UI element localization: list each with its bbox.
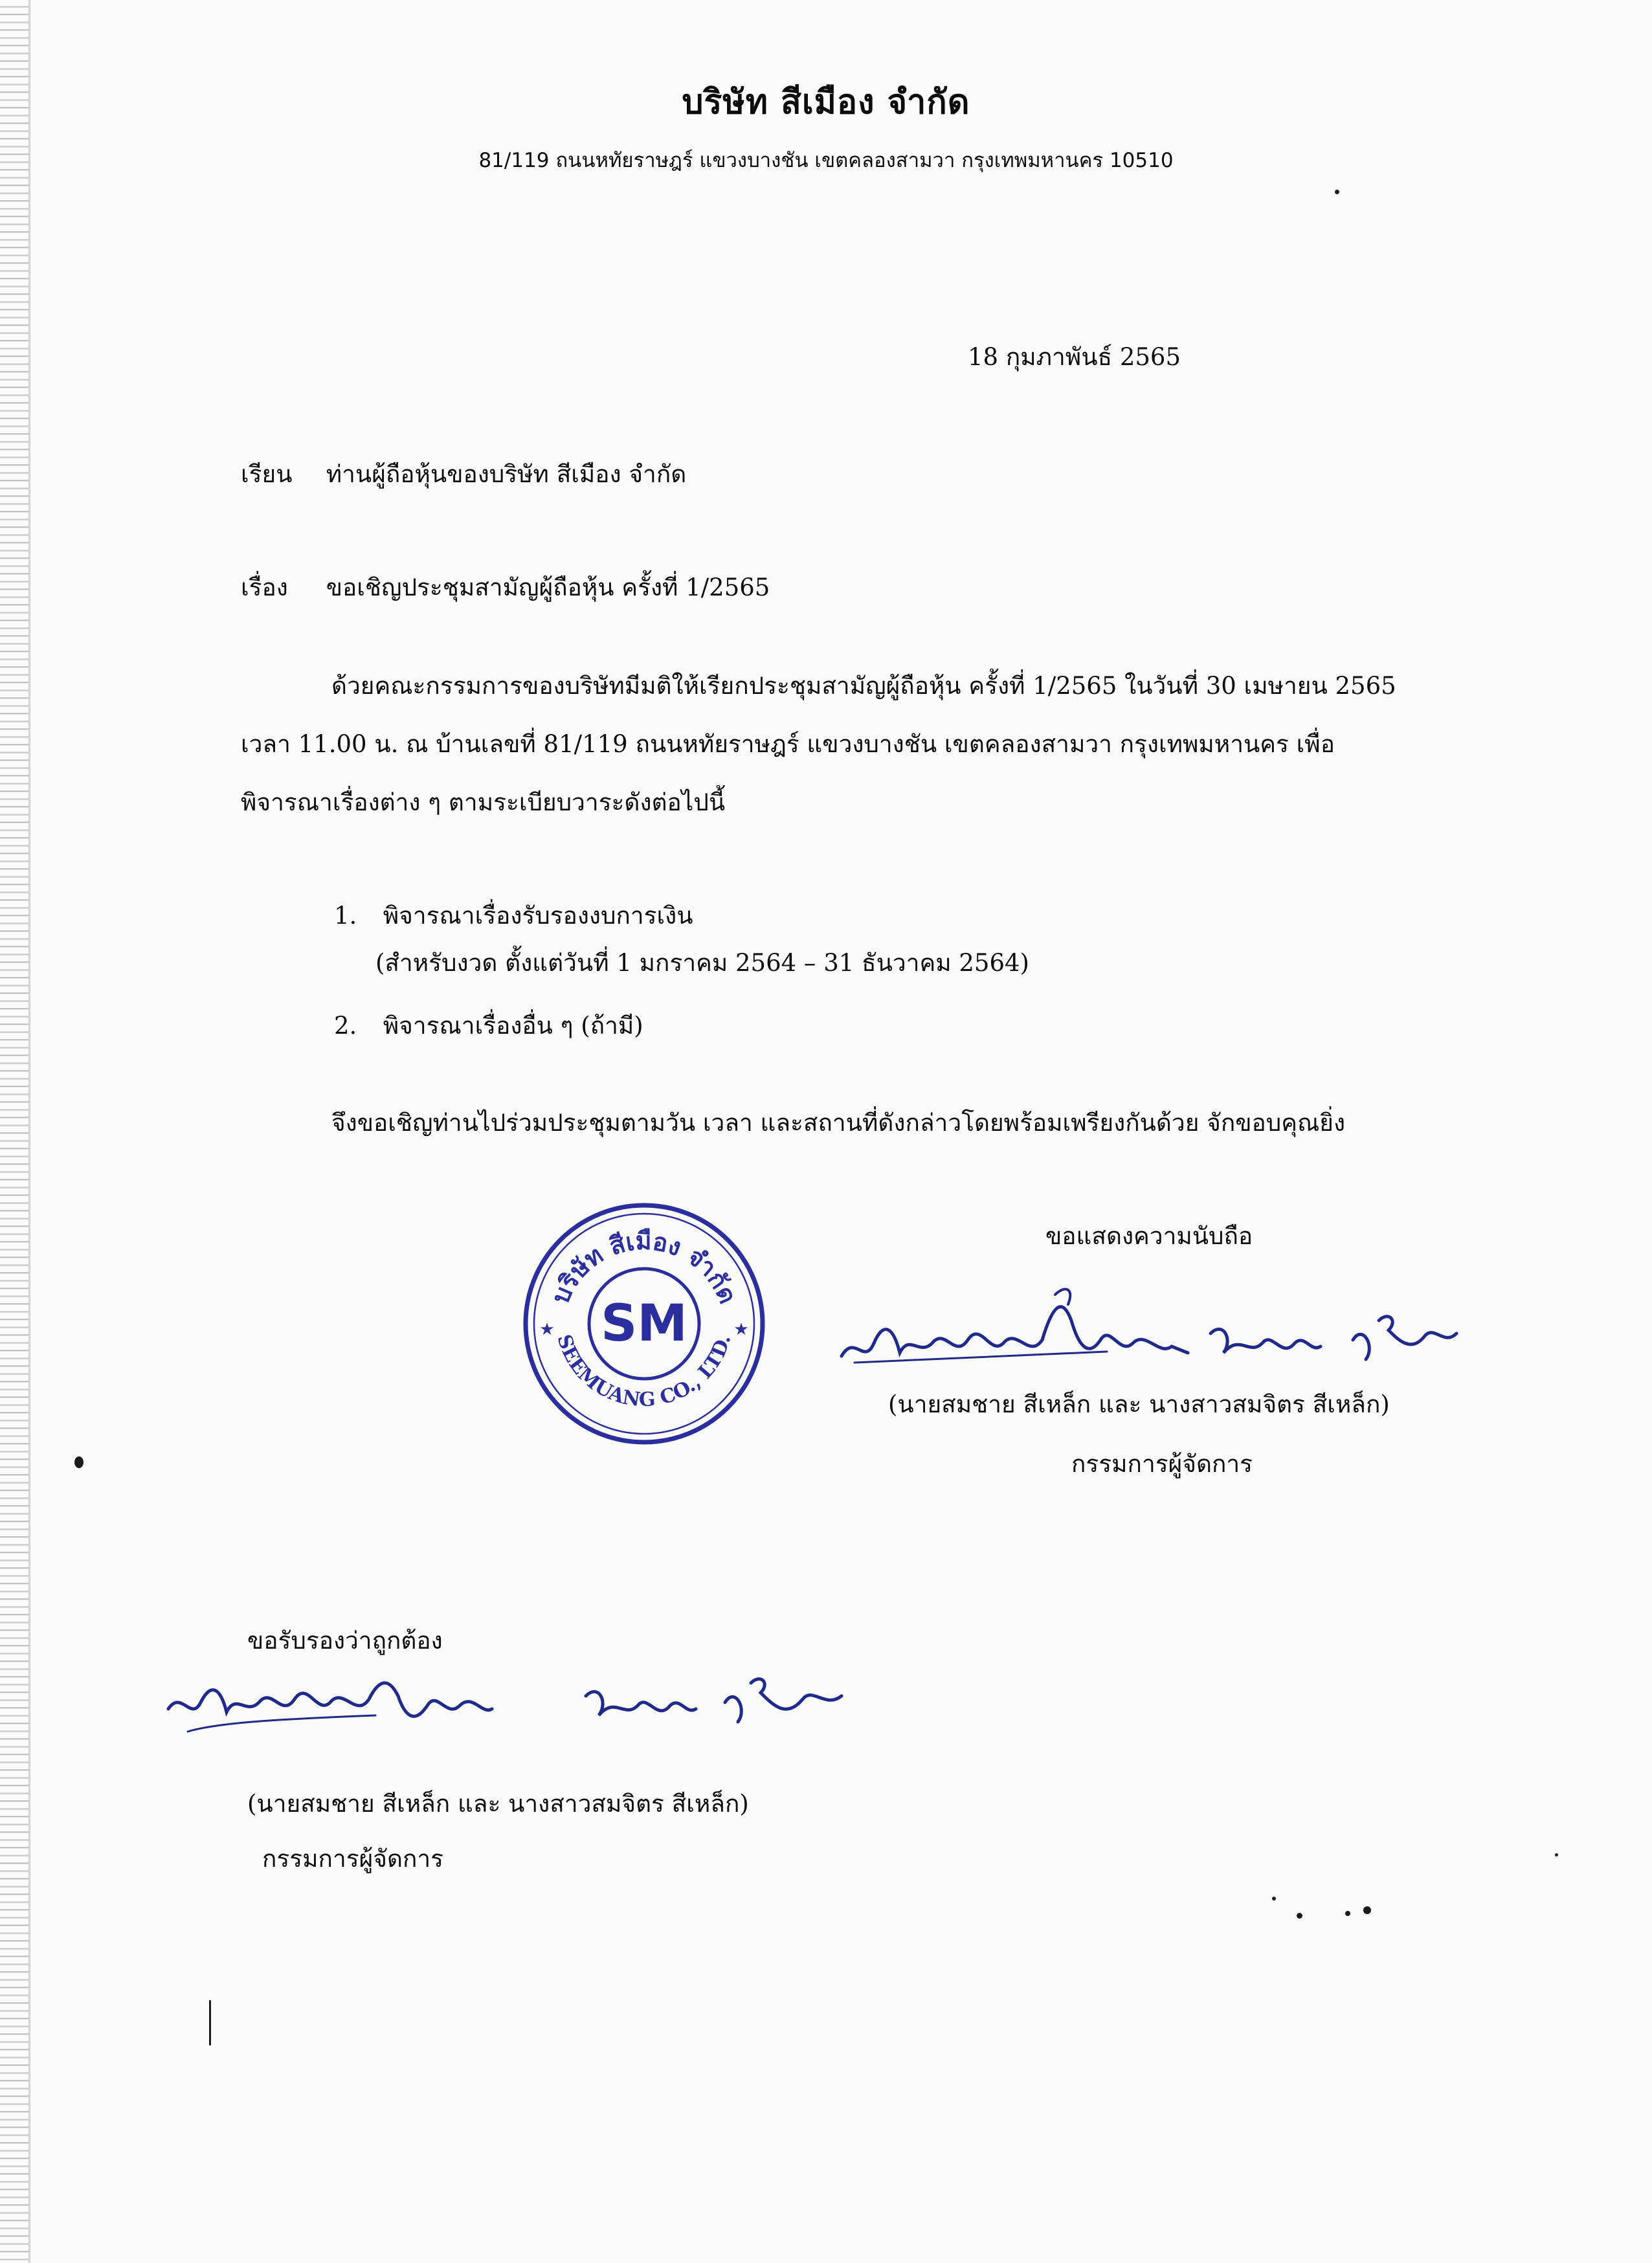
signature-somchai-2 — [162, 1670, 498, 1748]
agenda-item-1 — [334, 897, 693, 935]
subject-label: เรื่อง — [241, 574, 288, 601]
addressee-line — [241, 455, 686, 493]
signature-somjit-2 — [579, 1673, 851, 1738]
addressee-label: เรียน — [241, 460, 293, 488]
agenda-item-1-detail: (สำหรับงวด ตั้งแต่วันที่ 1 มกราคม 2564 – 31 ธันวาคม 2564) — [375, 949, 1029, 977]
scan-edge-line — [28, 0, 30, 2263]
scan-speck — [1555, 1853, 1558, 1856]
signatory-names: (นายสมชาย สีเหล็ก และ นางสาวสมจิตร สีเหล็ก) — [888, 1390, 1390, 1418]
subject-text: ขอเชิญประชุมสามัญผู้ถือหุ้น ครั้งที่ 1/2565 — [326, 574, 770, 601]
company-stamp — [518, 1201, 770, 1447]
stamp-star-right-icon: ★ — [733, 1320, 749, 1339]
body-line-2: เวลา 11.00 น. ณ บ้านเลขที่ 81/119 ถนนหทัยราษฎร์ แขวงบางชัน เขตคลองสามวา กรุงเทพมหานคร เพื่อ — [241, 730, 1335, 758]
stamp-initials: SM — [601, 1295, 687, 1353]
scan-speck — [1335, 190, 1339, 194]
signature-somchai-1 — [835, 1282, 1198, 1379]
stamp-english-name: SEEMUANG CO., LTD. — [552, 1332, 736, 1412]
certification-title: กรรมการผู้จัดการ — [262, 1845, 444, 1873]
closing-line: จึงขอเชิญท่านไปร่วมประชุมตามวัน เวลา และสถานที่ดังกล่าวโดยพร้อมเพรียงกันด้วย จักขอบคุณยิ่ง — [331, 1109, 1346, 1137]
agenda-text: พิจารณาเรื่องรับรองงบการเงิน — [383, 902, 693, 930]
addressee-text: ท่านผู้ถือหุ้นของบริษัท สีเมือง จำกัด — [326, 460, 687, 488]
body-line-3: พิจารณาเรื่องต่าง ๆ ตามระเบียบวาระดังต่อไปนี้ — [241, 788, 726, 816]
company-address: 81/119 ถนนหทัยราษฎร์ แขวงบางชัน เขตคลองสามวา กรุงเทพมหานคร 10510 — [478, 149, 1174, 172]
agenda-number: 1. — [334, 902, 357, 930]
certification-label: ขอรับรองว่าถูกต้อง — [247, 1627, 443, 1655]
agenda-text: พิจารณาเรื่องอื่น ๆ (ถ้ามี) — [383, 1012, 643, 1040]
certification-names: (นายสมชาย สีเหล็ก และ นางสาวสมจิตร สีเหล็ก) — [247, 1790, 749, 1818]
stamp-thai-name: บริษัท สีเมือง จำกัด — [546, 1226, 742, 1308]
scan-speck — [74, 1456, 84, 1468]
regards: ขอแสดงความนับถือ — [1045, 1222, 1253, 1250]
agenda-number: 2. — [334, 1012, 357, 1040]
scan-speck — [1363, 1906, 1371, 1914]
signature-somjit-1 — [1204, 1308, 1463, 1379]
scan-speck — [1297, 1913, 1302, 1919]
body-line-1: ด้วยคณะกรรมการของบริษัทมีมติให้เรียกประชุมสามัญผู้ถือหุ้น ครั้งที่ 1/2565 ในวันที่ 30 เมษายน 2565 — [331, 672, 1396, 700]
stamp-star-left-icon: ★ — [539, 1320, 555, 1339]
letter-date: 18 กุมภาพันธ์ 2565 — [968, 343, 1181, 371]
company-name: บริษัท สีเมือง จำกัด — [682, 83, 970, 122]
scan-edge — [0, 0, 28, 2263]
scan-speck — [1272, 1897, 1276, 1901]
subject-line — [241, 568, 770, 607]
signatory-title: กรรมการผู้จัดการ — [1071, 1450, 1253, 1478]
agenda-item-2 — [334, 1007, 643, 1045]
scan-speck — [209, 2000, 211, 2046]
scan-speck — [1345, 1911, 1350, 1916]
